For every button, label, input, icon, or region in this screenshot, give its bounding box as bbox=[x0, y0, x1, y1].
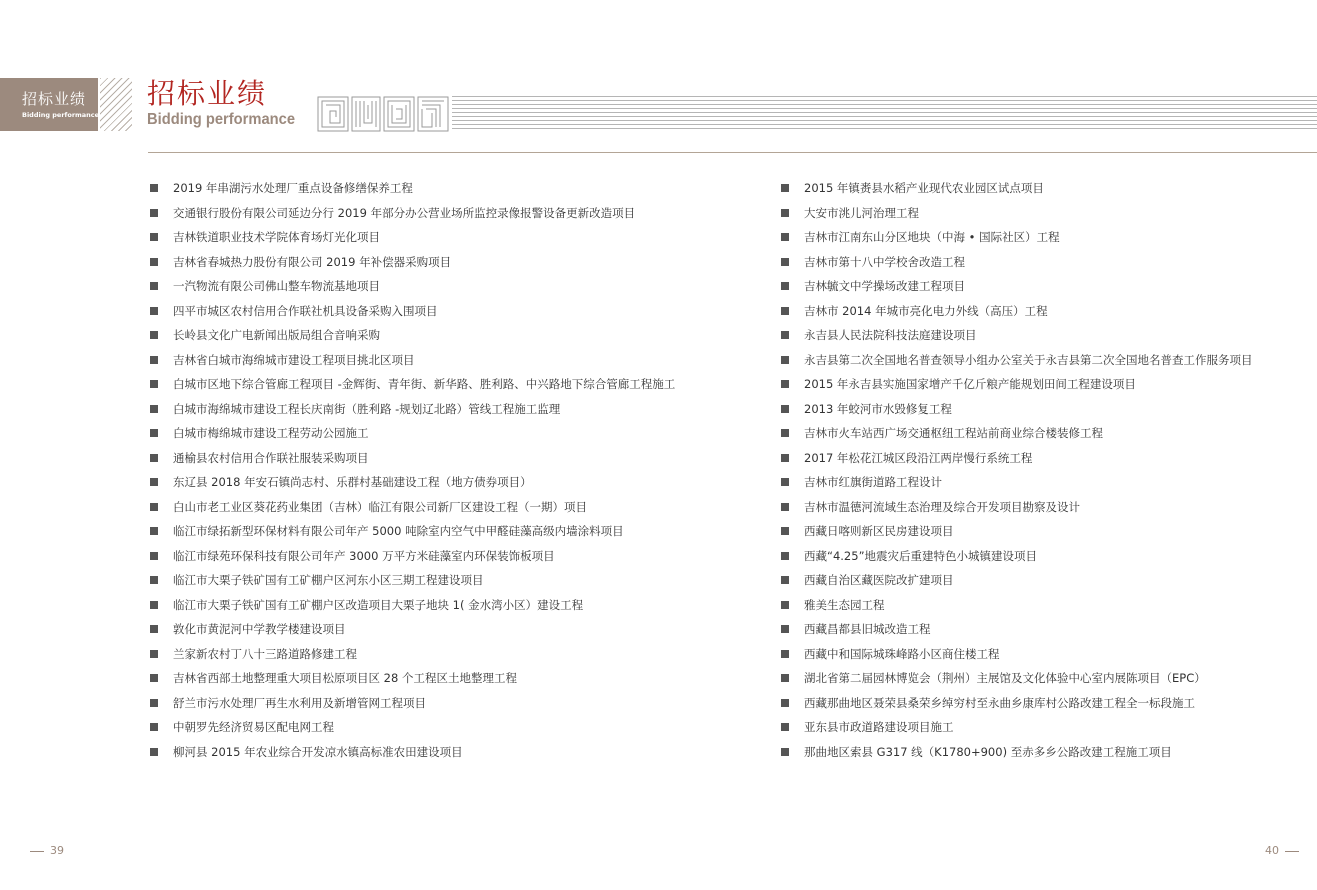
list-item bbox=[781, 350, 1311, 375]
section-tag-title-en: Bidding performance bbox=[22, 111, 100, 119]
square-bullet-icon bbox=[150, 405, 158, 413]
list-item bbox=[150, 325, 775, 350]
square-bullet-icon bbox=[150, 650, 158, 658]
list-item bbox=[781, 423, 1311, 448]
list-item bbox=[150, 742, 775, 767]
square-bullet-icon bbox=[781, 478, 789, 486]
list-item bbox=[150, 570, 775, 595]
list-item-text: 吉林市第十八中学校舍改造工程 bbox=[804, 254, 965, 269]
list-item-text: 吉林市江南东山分区地块（中海 • 国际社区）工程 bbox=[804, 230, 1060, 244]
square-bullet-icon bbox=[150, 503, 158, 511]
square-bullet-icon bbox=[781, 650, 789, 658]
square-bullet-icon bbox=[781, 552, 789, 560]
square-bullet-icon bbox=[150, 380, 158, 388]
list-item bbox=[781, 374, 1311, 399]
list-item-text: 白山市老工业区葵花药业集团（吉林）临江有限公司新厂区建设工程（一期）项目 bbox=[173, 499, 587, 514]
list-item bbox=[781, 203, 1311, 228]
page-number-left-text: 39 bbox=[50, 844, 64, 857]
list-item-text: 交通银行股份有限公司延边分行 2019 年部分办公营业场所监控录像报警设备更新改造项目 bbox=[173, 205, 636, 220]
list-item-text: 雅美生态园工程 bbox=[804, 597, 885, 612]
list-item bbox=[781, 252, 1311, 277]
list-item-text: 西藏自治区藏医院改扩建项目 bbox=[804, 573, 954, 587]
list-item-text: 吉林市 2014 年城市亮化电力外线（高压）工程 bbox=[804, 303, 1048, 318]
square-bullet-icon bbox=[781, 282, 789, 290]
square-bullet-icon bbox=[781, 429, 789, 437]
square-bullet-icon bbox=[150, 307, 158, 315]
page-number-right bbox=[1265, 844, 1299, 857]
list-item bbox=[781, 644, 1311, 669]
fret-ornament-icon bbox=[317, 96, 449, 132]
list-item bbox=[150, 423, 775, 448]
list-item-text: 长岭县文化广电新闻出版局组合音响采购 bbox=[173, 328, 380, 342]
square-bullet-icon bbox=[150, 233, 158, 241]
list-item-text: 吉林省春城热力股份有限公司 2019 年补偿器采购项目 bbox=[173, 254, 452, 269]
list-item bbox=[150, 472, 775, 497]
square-bullet-icon bbox=[150, 527, 158, 535]
list-item-text: 2015 年永吉县实施国家增产千亿斤粮产能规划田间工程建设项目 bbox=[804, 377, 1136, 391]
list-item bbox=[150, 668, 775, 693]
list-item-text: 吉林市火车站西广场交通枢纽工程站前商业综合楼装修工程 bbox=[804, 426, 1103, 440]
list-item-text: 临江市绿拓新型环保材料有限公司年产 5000 吨除室内空气中甲醛硅藻高级内墙涂料项目 bbox=[173, 524, 624, 538]
list-item bbox=[781, 448, 1311, 473]
square-bullet-icon bbox=[781, 576, 789, 584]
list-item-text: 吉林市红旗街道路工程设计 bbox=[804, 475, 942, 489]
list-item-text: 西藏中和国际城珠峰路小区商住楼工程 bbox=[804, 646, 1000, 661]
square-bullet-icon bbox=[781, 184, 789, 192]
list-item bbox=[150, 595, 775, 620]
list-item-text: 2017 年松花江城区段沿江两岸慢行系统工程 bbox=[804, 450, 1033, 465]
dash-decoration bbox=[30, 851, 44, 852]
header-divider bbox=[148, 152, 1317, 153]
square-bullet-icon bbox=[150, 601, 158, 609]
list-item-text: 永吉县第二次全国地名普查领导小组办公室关于永吉县第二次全国地名普查工作服务项目 bbox=[804, 352, 1253, 367]
list-item bbox=[150, 203, 775, 228]
list-item-text: 白城市区地下综合管廊工程项目 -金辉街、青年街、新华路、胜利路、中兴路地下综合管廊工程施工 bbox=[173, 377, 676, 391]
list-item-text: 吉林省白城市海绵城市建设工程项目挑北区项目 bbox=[173, 352, 415, 367]
square-bullet-icon bbox=[781, 748, 789, 756]
list-item bbox=[150, 717, 775, 742]
list-item bbox=[781, 521, 1311, 546]
square-bullet-icon bbox=[781, 331, 789, 339]
square-bullet-icon bbox=[781, 356, 789, 364]
square-bullet-icon bbox=[150, 356, 158, 364]
square-bullet-icon bbox=[150, 674, 158, 682]
list-item bbox=[781, 301, 1311, 326]
list-item-text: 西藏那曲地区聂荣县桑荣乡绰穷村至永曲乡康库村公路改建工程全一标段施工 bbox=[804, 695, 1195, 710]
square-bullet-icon bbox=[150, 258, 158, 266]
square-bullet-icon bbox=[781, 405, 789, 413]
list-item bbox=[781, 178, 1311, 203]
list-item-text: 白城市海绵城市建设工程长庆南街（胜利路 -规划辽北路）管线工程施工监理 bbox=[173, 401, 561, 416]
list-item-text: 2013 年蛟河市水毁修复工程 bbox=[804, 401, 952, 416]
list-item bbox=[150, 252, 775, 277]
square-bullet-icon bbox=[781, 380, 789, 388]
section-tag-title-cn: 招标业绩 bbox=[22, 90, 87, 108]
project-list-right bbox=[781, 178, 1311, 766]
page-title: 招标业绩 bbox=[147, 77, 268, 110]
square-bullet-icon bbox=[150, 429, 158, 437]
list-item-text: 西藏“4.25”地震灾后重建特色小城镇建设项目 bbox=[804, 548, 1038, 563]
list-item-text: 大安市洮儿河治理工程 bbox=[804, 205, 919, 220]
square-bullet-icon bbox=[781, 723, 789, 731]
list-item bbox=[150, 301, 775, 326]
square-bullet-icon bbox=[150, 723, 158, 731]
list-item-text: 那曲地区索县 G317 线（K1780+900) 至赤多乡公路改建工程施工项目 bbox=[804, 744, 1172, 759]
list-item bbox=[150, 497, 775, 522]
list-item bbox=[150, 399, 775, 424]
diagonal-stripes-decoration bbox=[100, 78, 132, 131]
section-tag bbox=[0, 78, 98, 131]
list-item-text: 2015 年镇赉县水稻产业现代农业园区试点项目 bbox=[804, 181, 1044, 195]
list-item-text: 临江市绿苑环保科技有限公司年产 3000 万平方米硅藻室内环保装饰板项目 bbox=[173, 548, 555, 563]
list-item-text: 舒兰市污水处理厂再生水利用及新增管网工程项目 bbox=[173, 695, 426, 710]
list-item bbox=[781, 595, 1311, 620]
list-item bbox=[150, 227, 775, 252]
square-bullet-icon bbox=[150, 282, 158, 290]
list-item-text: 白城市梅绵城市建设工程劳动公园施工 bbox=[173, 426, 369, 440]
list-item bbox=[781, 546, 1311, 571]
list-item bbox=[781, 717, 1311, 742]
square-bullet-icon bbox=[150, 699, 158, 707]
list-item bbox=[150, 178, 775, 203]
project-list-left bbox=[150, 178, 775, 766]
square-bullet-icon bbox=[150, 748, 158, 756]
list-item-text: 湖北省第二届园林博览会（荆州）主展馆及文化体验中心室内展陈项目（EPC） bbox=[804, 671, 1206, 685]
list-item-text: 吉林铁道职业技术学院体育场灯光化项目 bbox=[173, 230, 380, 244]
list-item-text: 临江市大栗子铁矿国有工矿棚户区河东小区三期工程建设项目 bbox=[173, 573, 484, 587]
list-item bbox=[150, 619, 775, 644]
square-bullet-icon bbox=[150, 478, 158, 486]
list-item-text: 2019 年串湖污水处理厂重点设备修缮保养工程 bbox=[173, 181, 413, 195]
list-item-text: 东辽县 2018 年安石镇尚志村、乐群村基础建设工程（地方债券项目） bbox=[173, 475, 532, 489]
list-item bbox=[781, 570, 1311, 595]
list-item bbox=[781, 325, 1311, 350]
list-item bbox=[781, 497, 1311, 522]
horizontal-lines-decoration bbox=[452, 96, 1317, 132]
list-item bbox=[150, 448, 775, 473]
page-number-left bbox=[30, 844, 64, 857]
square-bullet-icon bbox=[150, 209, 158, 217]
list-item bbox=[150, 374, 775, 399]
list-item bbox=[150, 521, 775, 546]
list-item-text: 四平市城区农村信用合作联社机具设备采购入围项目 bbox=[173, 303, 438, 318]
list-item-text: 西藏日喀则新区民房建设项目 bbox=[804, 524, 954, 538]
list-item-text: 敦化市黄泥河中学教学楼建设项目 bbox=[173, 622, 346, 636]
list-item-text: 亚东县市政道路建设项目施工 bbox=[804, 720, 954, 734]
square-bullet-icon bbox=[781, 625, 789, 633]
list-item bbox=[781, 742, 1311, 767]
square-bullet-icon bbox=[781, 454, 789, 462]
dash-decoration bbox=[1285, 851, 1299, 852]
list-item-text: 吉林市温德河流域生态治理及综合开发项目勘察及设计 bbox=[804, 499, 1080, 514]
square-bullet-icon bbox=[781, 674, 789, 682]
list-item-text: 柳河县 2015 年农业综合开发凉水镇高标准农田建设项目 bbox=[173, 744, 463, 759]
page-number-right-text: 40 bbox=[1265, 844, 1279, 857]
list-item-text: 兰家新农村丁八十三路道路修建工程 bbox=[173, 646, 357, 661]
square-bullet-icon bbox=[781, 527, 789, 535]
list-item-text: 吉林省西部土地整理重大项目松原项目区 28 个工程区土地整理工程 bbox=[173, 671, 517, 685]
list-item bbox=[150, 693, 775, 718]
list-item-text: 通榆县农村信用合作联社服装采购项目 bbox=[173, 450, 369, 465]
list-item bbox=[150, 644, 775, 669]
square-bullet-icon bbox=[781, 307, 789, 315]
list-item bbox=[781, 227, 1311, 252]
list-item-text: 永吉县人民法院科技法庭建设项目 bbox=[804, 328, 977, 342]
square-bullet-icon bbox=[150, 625, 158, 633]
square-bullet-icon bbox=[150, 552, 158, 560]
list-item bbox=[781, 693, 1311, 718]
square-bullet-icon bbox=[781, 209, 789, 217]
square-bullet-icon bbox=[150, 576, 158, 584]
page-subtitle: Bidding performance bbox=[147, 111, 296, 128]
square-bullet-icon bbox=[150, 454, 158, 462]
list-item bbox=[150, 276, 775, 301]
list-item-text: 临江市大栗子铁矿国有工矿棚户区改造项目大栗子地块 1( 金水湾小区）建设工程 bbox=[173, 597, 584, 612]
list-item bbox=[781, 399, 1311, 424]
square-bullet-icon bbox=[781, 258, 789, 266]
square-bullet-icon bbox=[781, 699, 789, 707]
square-bullet-icon bbox=[781, 601, 789, 609]
square-bullet-icon bbox=[150, 184, 158, 192]
list-item bbox=[781, 276, 1311, 301]
list-item-text: 吉林毓文中学操场改建工程项目 bbox=[804, 279, 965, 293]
list-item bbox=[781, 668, 1311, 693]
list-item-text: 西藏昌都县旧城改造工程 bbox=[804, 622, 931, 636]
list-item bbox=[150, 350, 775, 375]
list-item-text: 一汽物流有限公司佛山整车物流基地项目 bbox=[173, 279, 380, 293]
square-bullet-icon bbox=[781, 503, 789, 511]
list-item bbox=[781, 619, 1311, 644]
list-item bbox=[150, 546, 775, 571]
list-item-text: 中朝罗先经济贸易区配电网工程 bbox=[173, 720, 334, 734]
square-bullet-icon bbox=[781, 233, 789, 241]
list-item bbox=[781, 472, 1311, 497]
square-bullet-icon bbox=[150, 331, 158, 339]
